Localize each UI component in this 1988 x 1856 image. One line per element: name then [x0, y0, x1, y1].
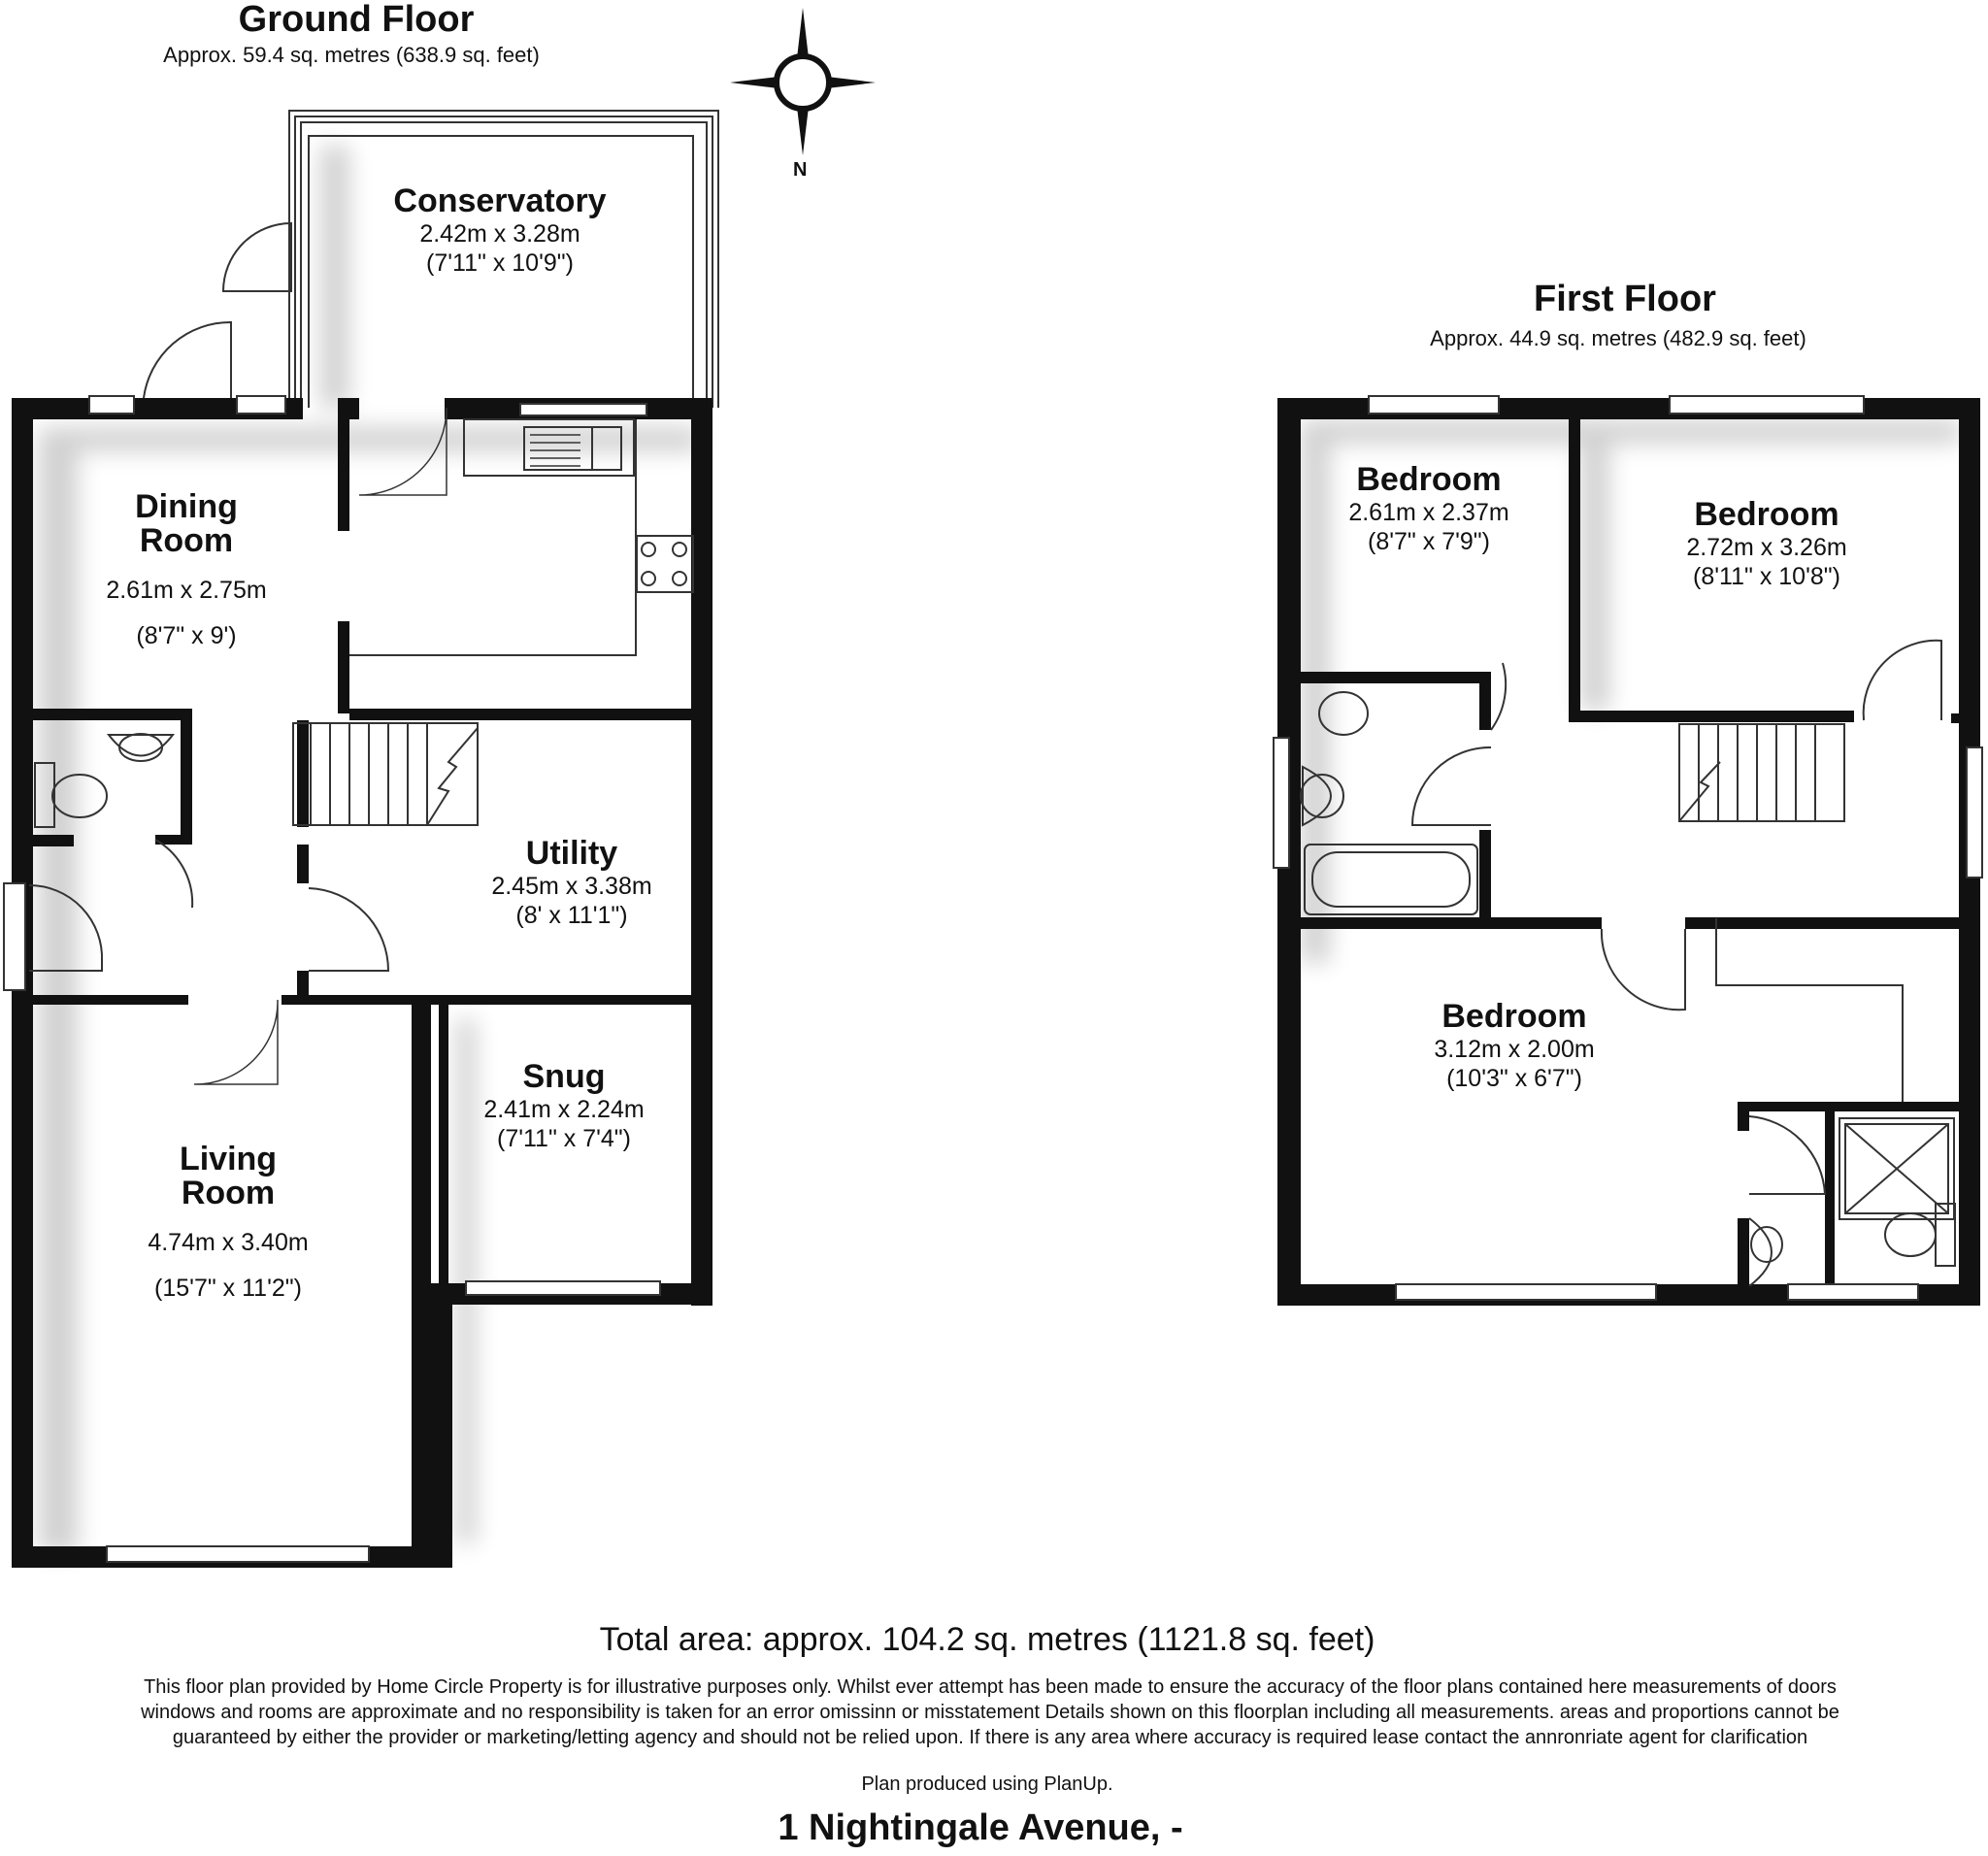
- room-dining-room: [106, 474, 266, 667]
- room-name: Snug: [522, 1058, 606, 1095]
- ground-floor-title: Ground Floor: [238, 0, 475, 40]
- room-name: Bedroom: [1694, 496, 1839, 533]
- property-address: 1 Nightingale Avenue, -: [778, 1807, 1183, 1848]
- room-imperial: (8'11" x 10'8"): [1693, 562, 1840, 590]
- room-name: Dining Room: [135, 487, 238, 560]
- room-living-room: [148, 1126, 308, 1319]
- room-imperial: (8'7" x 7'9"): [1368, 527, 1490, 555]
- ground-floor-area: Approx. 59.4 sq. metres (638.9 sq. feet): [163, 43, 540, 67]
- room-metric: 3.12m x 2.00m: [1434, 1035, 1595, 1063]
- room-metric: 2.41m x 2.24m: [483, 1095, 645, 1123]
- compass-rose-icon: [730, 8, 876, 155]
- room-metric: 2.61m x 2.75m: [106, 576, 267, 604]
- room-name: Living Room: [179, 1140, 278, 1212]
- first-floor-area: Approx. 44.9 sq. metres (482.9 sq. feet): [1430, 326, 1806, 350]
- room-metric: 2.45m x 3.38m: [491, 872, 652, 900]
- room-utility: [491, 837, 651, 930]
- room-bedroom-1: [1348, 463, 1508, 556]
- room-bedroom-2: [1686, 498, 1846, 591]
- room-name: Bedroom: [1356, 461, 1502, 498]
- total-area: Total area: approx. 104.2 sq. metres (1121.8 sq. feet): [599, 1621, 1375, 1658]
- room-metric: 2.72m x 3.26m: [1686, 533, 1847, 561]
- room-name: Bedroom: [1441, 998, 1587, 1035]
- room-metric: 2.42m x 3.28m: [419, 219, 580, 248]
- room-imperial: (10'3" x 6'7"): [1446, 1064, 1582, 1092]
- room-name: Conservatory: [393, 182, 607, 219]
- room-bedroom-3: [1434, 1000, 1594, 1093]
- room-imperial: (8' x 11'1"): [515, 901, 628, 929]
- disclaimer-text: This floor plan provided by Home Circle Property is for illustrative purposes only. Whilst ever attempt has been made to ensure the accuracy of the floor plans contained here measurements of doors windows and rooms are approximate and no responsibility is taken for an error omissinn or misstatement Details shown on this floorplan including all measurements. areas and proportions cannot be guaranteed by either the provider or marketing/letting agency and should not be relied upon. If there is any area where accuracy is required lease contact the annronriate agent for clarification: [141, 1676, 1839, 1748]
- first-floor-title: First Floor: [1534, 279, 1716, 319]
- room-metric: 2.61m x 2.37m: [1348, 498, 1509, 526]
- room-imperial: (7'11" x 7'4"): [496, 1124, 632, 1152]
- room-imperial: (7'11" x 10'9"): [426, 249, 574, 277]
- room-name: Utility: [525, 835, 618, 872]
- room-snug: [483, 1060, 644, 1153]
- compass-north-label: N: [793, 159, 808, 181]
- produced-by: Plan produced using PlanUp.: [861, 1773, 1113, 1795]
- room-conservatory: [393, 184, 606, 278]
- room-imperial: (8'7" x 9'): [136, 621, 237, 649]
- room-metric: 4.74m x 3.40m: [148, 1228, 309, 1256]
- room-imperial: (15'7" x 11'2"): [154, 1274, 302, 1302]
